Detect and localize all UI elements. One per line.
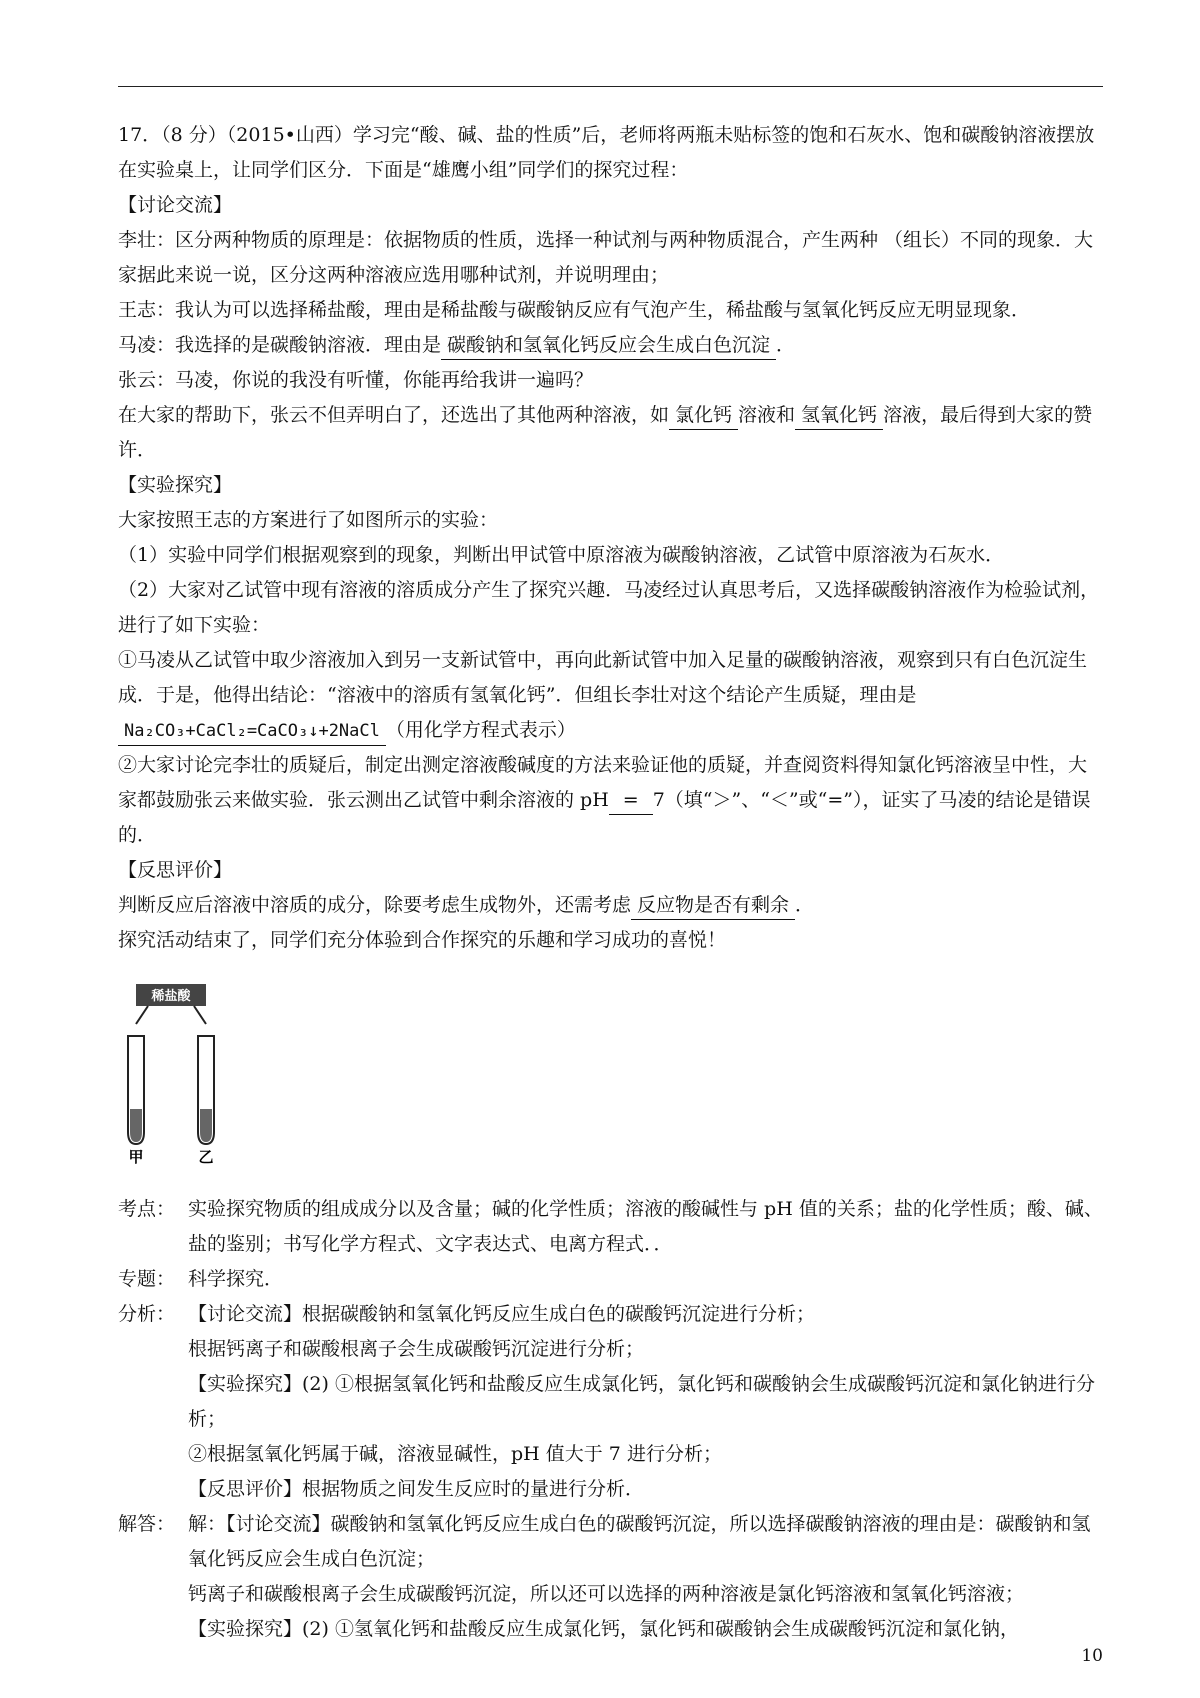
jieda-label: 解答： — [118, 1513, 176, 1535]
paragraph-help — [118, 398, 1103, 468]
paragraph-wangzhi: 王志：我认为可以选择稀盐酸，理由是稀盐酸与碳酸钠反应有气泡产生，稀盐酸与氢氧化钙反应无明显现象． — [118, 299, 1031, 321]
fenxi-line: 根据钙离子和碳酸根离子会生成碳酸钙沉淀进行分析； — [188, 1338, 645, 1360]
liquid-a — [130, 1109, 142, 1142]
step2-text: ②大家讨论完李壮的质疑后，制定出测定溶液酸碱度的方法来验证他的质疑，并查阅资料得知氯化钙溶液呈中性，大家都鼓励张云来做实验．张云测出乙试管中剩余溶液的 pH — [118, 754, 1088, 811]
fenxi-line: ②根据氢氧化钙属于碱，溶液显碱性，pH 值大于 7 进行分析； — [188, 1443, 722, 1465]
answer-blank-reflect: 反应物是否有剩余 — [631, 891, 795, 920]
answer-blank-ph: = — [609, 786, 653, 815]
help-text: 在大家的帮助下，张云不但弄明白了，还选出了其他两种溶液，如 — [118, 404, 670, 426]
jieda-line: 解：【讨论交流】碳酸钠和氢氧化钙反应生成白色的碳酸钙沉淀，所以选择碳酸钠溶液的理由是：碳酸钠和氢氧化钙反应会生成白色沉淀； — [188, 1513, 1091, 1570]
experiment-part-2: （2）大家对乙试管中现有溶液的溶质成分产生了探究兴趣．马凌经过认真思考后，又选择碳酸钠溶液作为检验试剂，进行了如下实验： — [118, 579, 1100, 636]
answer-blank-3: 氢氧化钙 — [795, 401, 883, 430]
dropper-line-b — [194, 1006, 206, 1024]
zhuanti-label: 专题： — [118, 1268, 176, 1290]
page-number: 10 — [1081, 1646, 1103, 1666]
jieda-line: 【实验探究】(2) ①氢氧化钙和盐酸反应生成氯化钙，氯化钙和碳酸钠会生成碳酸钙沉淀和氯化钠， — [188, 1618, 1019, 1640]
paragraph-reflect — [118, 888, 1103, 923]
section-fenxi — [118, 1297, 1103, 1507]
maling-end: ． — [776, 334, 796, 356]
fenxi-body — [188, 1297, 1103, 1507]
header-rule — [118, 86, 1103, 87]
dropper-line-a — [136, 1006, 148, 1024]
jieda-body — [188, 1507, 1103, 1647]
experiment-step-2 — [118, 748, 1103, 853]
answer-blank-equation: Na₂CO₃+CaCl₂=CaCO₃↓+2NaCl — [118, 717, 386, 746]
section-kaodian — [118, 1192, 1103, 1262]
reflect-end: ． — [795, 894, 815, 916]
fenxi-label: 分析： — [118, 1303, 176, 1325]
kaodian-text: 实验探究物质的组成成分以及含量；碱的化学性质；溶液的酸碱性与 pH 值的关系；盐的化学性质；酸、碱、盐的鉴别；书写化学方程式、文字表达式、电离方程式．． — [188, 1198, 1103, 1255]
reflect-text: 判断反应后溶液中溶质的成分，除要考虑生成物外，还需考虑 — [118, 894, 632, 916]
fenxi-line: 【实验探究】(2) ①根据氢氧化钙和盐酸反应生成氯化钙，氯化钙和碳酸钠会生成碳酸钙沉淀和氯化钠进行分析； — [188, 1373, 1095, 1430]
answer-blank-1: 碳酸钠和氢氧化钙反应会生成白色沉淀 — [441, 331, 776, 360]
step1-text: ①马凌从乙试管中取少溶液加入到另一支新试管中，再向此新试管中加入足量的碳酸钠溶液，观察到只有白色沉淀生成．于是，他得出结论：“溶液中的溶质有氢氧化钙”．但组长李壮对这个结论产生质疑，理由是 — [118, 649, 1088, 706]
paragraph-lizhuang: 李壮：区分两种物质的原理是：依据物质的性质，选择一种试剂与两种物质混合，产生两种 （组长）不同的现象．大家据此来说一说，区分这两种溶液应选用哪种试剂，并说明理由； — [118, 229, 1094, 286]
step1-end: （用化学方程式表示） — [385, 719, 576, 741]
section-zhuanti — [118, 1262, 1103, 1297]
jieda-line: 钙离子和碳酸根离子会生成碳酸钙沉淀，所以还可以选择的两种溶液是氯化钙溶液和氢氧化钙溶液； — [188, 1583, 1025, 1605]
test-tube-figure — [118, 984, 228, 1164]
experiment-step-1 — [118, 643, 1103, 748]
problem-intro: 17．（8 分）（2015•山西）学习完“酸、碱、盐的性质”后，老师将两瓶未贴标签的饱和石灰水、饱和碳酸钠溶液摆放在实验桌上，让同学们区分．下面是“雄鹰小组”同学们的探究过程： — [118, 124, 1095, 181]
kaodian-label: 考点： — [118, 1198, 176, 1220]
page-content — [118, 118, 1103, 1647]
liquid-b — [200, 1109, 212, 1142]
paragraph-zhangyun: 张云：马凌，你说的我没有听懂，你能再给我讲一遍吗？ — [118, 369, 594, 391]
experiment-intro: 大家按照王志的方案进行了如图所示的实验： — [118, 509, 499, 531]
heading-discuss: 【讨论交流】 — [118, 194, 233, 216]
heading-reflect: 【反思评价】 — [118, 859, 233, 881]
paragraph-maling — [118, 328, 1103, 363]
maling-text: 马凌：我选择的是碳酸钠溶液．理由是 — [118, 334, 442, 356]
test-tube-diagram — [118, 984, 228, 1164]
zhuanti-text: 科学探究． — [188, 1268, 284, 1290]
fenxi-line: 【反思评价】根据物质之间发生反应时的量进行分析． — [188, 1478, 645, 1500]
answer-blank-2: 氯化钙 — [669, 401, 738, 430]
paragraph-ending: 探究活动结束了，同学们充分体验到合作探究的乐趣和学习成功的喜悦！ — [118, 929, 727, 951]
help-end: 溶液，最后得到大家的赞许． — [118, 404, 1093, 461]
tube-label-b: 乙 — [198, 1148, 214, 1164]
help-mid: 溶液和 — [738, 404, 796, 426]
experiment-part-1: （1）实验中同学们根据观察到的现象，判断出甲试管中原溶液为碳酸钠溶液，乙试管中原溶液为石灰水． — [118, 544, 1005, 566]
heading-experiment: 【实验探究】 — [118, 474, 233, 496]
fenxi-line: 【讨论交流】根据碳酸钠和氢氧化钙反应生成白色的碳酸钙沉淀进行分析； — [188, 1303, 816, 1325]
section-jieda — [118, 1507, 1103, 1647]
reagent-label: 稀盐酸 — [151, 989, 191, 1004]
step2-end: 7（填“＞”、“＜”或“=”），证实了马凌的结论是错误的． — [118, 789, 1091, 846]
tube-label-a: 甲 — [128, 1148, 144, 1164]
